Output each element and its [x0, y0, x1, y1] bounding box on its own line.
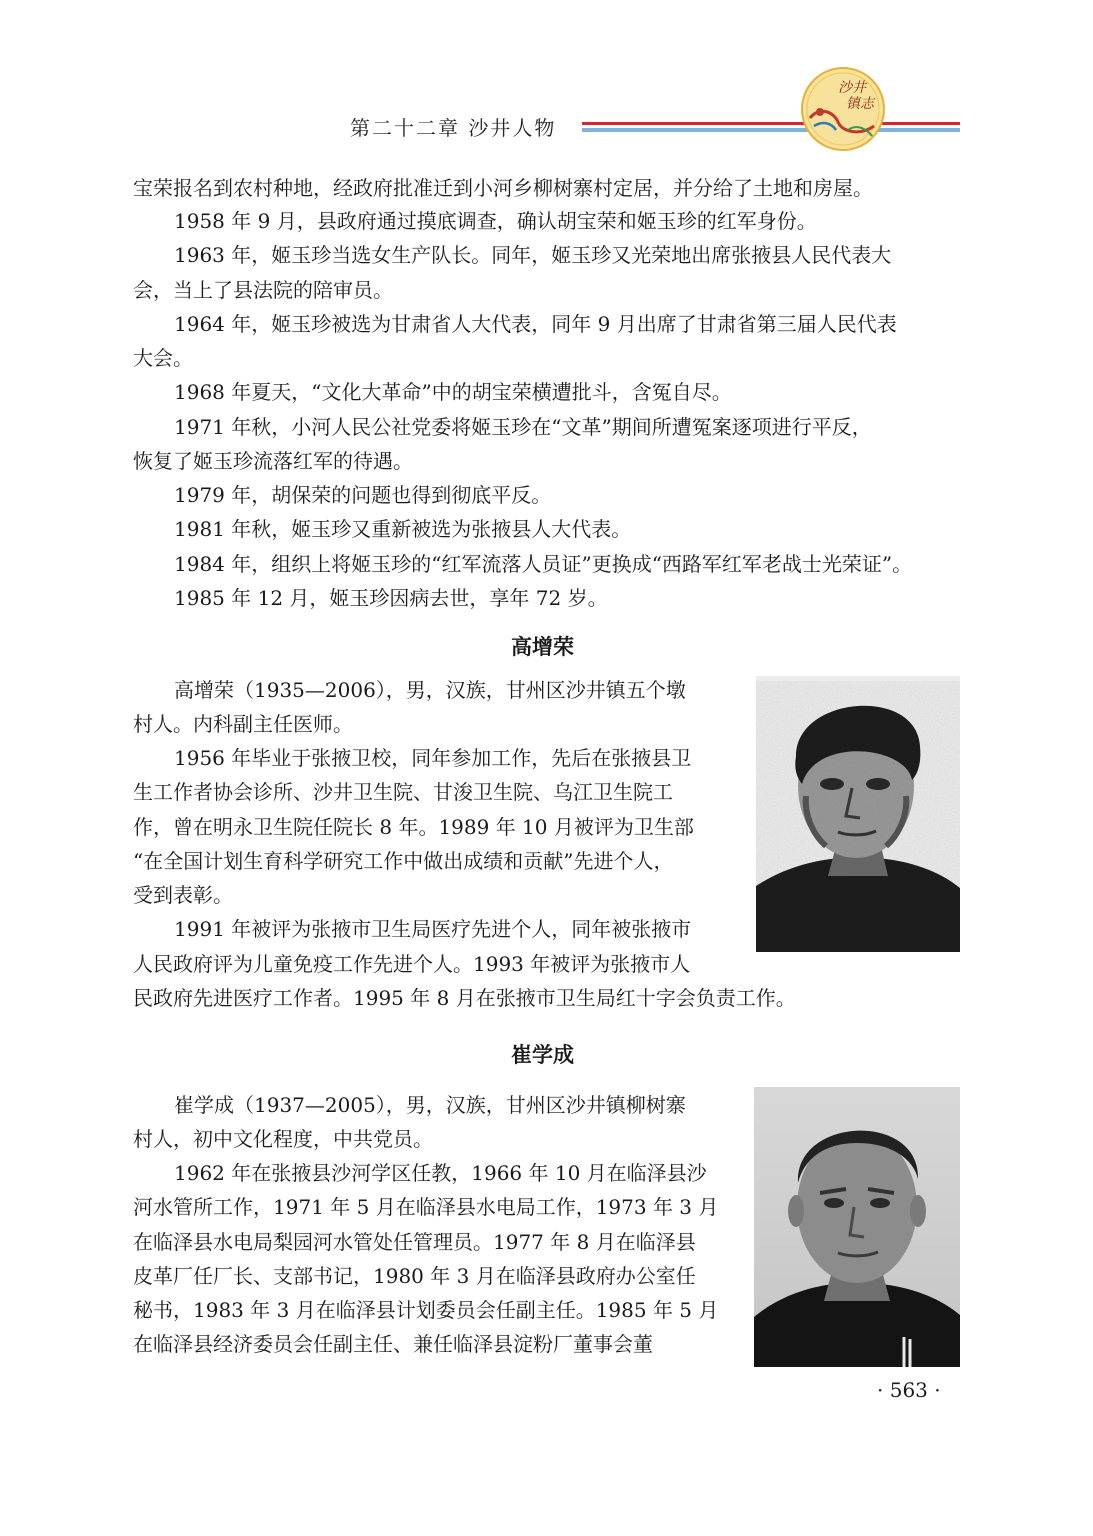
paragraph-line: 1979 年，胡保荣的问题也得到彻底平反。 [174, 483, 552, 507]
bio-line: 生工作者协会诊所、沙井卫生院、甘浚卫生院、乌江卫生院工 [133, 780, 673, 804]
header-rule-blue [582, 128, 960, 132]
paragraph-line: 1984 年，组织上将姬玉珍的“红军流落人员证”更换成“西路军红军老战士光荣证”。 [174, 552, 913, 576]
paragraph-line: 1971 年秋，小河人民公社党委将姬玉珍在“文革”期间所遭冤案逐项进行平反， [174, 415, 872, 439]
paragraph-line: 1981 年秋，姬玉珍又重新被选为张掖县人大代表。 [174, 517, 632, 541]
section-heading: 高增荣 [511, 635, 574, 659]
bio-line: 民政府先进医疗工作者。1995 年 8 月在张掖市卫生局红十字会负责工作。 [133, 986, 796, 1010]
bio-line: 崔学成（1937—2005），男，汉族，甘州区沙井镇柳树寨 [174, 1093, 686, 1117]
paragraph-line: 会，当上了县法院的陪审员。 [133, 278, 393, 302]
bio-line: 在临泽县经济委员会任副主任、兼任临泽县淀粉厂董事会董 [133, 1332, 653, 1356]
emblem-text-line1: 沙井 [838, 80, 866, 96]
header-rule-red [582, 122, 960, 125]
bio-line: 在临泽县水电局梨园河水管处任管理员。1977 年 8 月在临泽县 [133, 1230, 696, 1254]
paragraph-line: 恢复了姬玉珍流落红军的待遇。 [133, 449, 413, 473]
bio-line: 1962 年在张掖县沙河学区任教，1966 年 10 月在临泽县沙 [174, 1161, 707, 1185]
portrait-photo [754, 1087, 960, 1367]
bio-line: 村人。内科副主任医师。 [133, 712, 353, 736]
bio-line: 1956 年毕业于张掖卫校，同年参加工作，先后在张掖县卫 [174, 746, 692, 770]
paragraph-line: 1958 年 9 月，县政府通过摸底调查，确认胡宝荣和姬玉珍的红军身份。 [174, 209, 817, 233]
bio-line: 作，曾在明永卫生院任院长 8 年。1989 年 10 月被评为卫生部 [133, 815, 694, 839]
bio-line: 高增荣（1935—2006），男，汉族，甘州区沙井镇五个墩 [174, 678, 686, 702]
section-heading: 崔学成 [511, 1043, 574, 1067]
paragraph-line: 1963 年，姬玉珍当选女生产队长。同年，姬玉珍又光荣地出席张掖县人民代表大 [174, 243, 892, 267]
bio-line: 1991 年被评为张掖市卫生局医疗先进个人，同年被张掖市 [174, 917, 692, 941]
bio-line: 秘书，1983 年 3 月在临泽县计划委员会任副主任。1985 年 5 月 [133, 1298, 719, 1322]
page-number: · 563 · [877, 1378, 941, 1402]
bio-line: 村人，初中文化程度，中共党员。 [133, 1127, 433, 1151]
bio-line: 河水管所工作，1971 年 5 月在临泽县水电局工作，1973 年 3 月 [133, 1195, 719, 1219]
bio-line: 受到表彰。 [133, 883, 233, 907]
chapter-title: 第二十二章 沙井人物 [350, 116, 557, 140]
paragraph-line: 宝荣报名到农村种地，经政府批准迁到小河乡柳树寨村定居，并分给了土地和房屋。 [133, 176, 873, 200]
paragraph-line: 1964 年，姬玉珍被选为甘肃省人大代表，同年 9 月出席了甘肃省第三届人民代表 [174, 312, 897, 336]
bio-line: “在全国计划生育科学研究工作中做出成绩和贡献”先进个人， [133, 849, 674, 873]
paragraph-line: 1968 年夏天，“文化大革命”中的胡宝荣横遭批斗，含冤自尽。 [174, 380, 732, 404]
town-gazetteer-emblem [800, 66, 886, 152]
paragraph-line: 大会。 [133, 346, 193, 370]
paragraph-line: 1985 年 12 月，姬玉珍因病去世，享年 72 岁。 [174, 586, 608, 610]
portrait-photo [756, 676, 960, 952]
emblem-text-line2: 镇志 [846, 96, 874, 112]
bio-line: 皮革厂任厂长、支部书记，1980 年 3 月在临泽县政府办公室任 [133, 1264, 696, 1288]
bio-line: 人民政府评为儿童免疫工作先进个人。1993 年被评为张掖市人 [133, 952, 691, 976]
